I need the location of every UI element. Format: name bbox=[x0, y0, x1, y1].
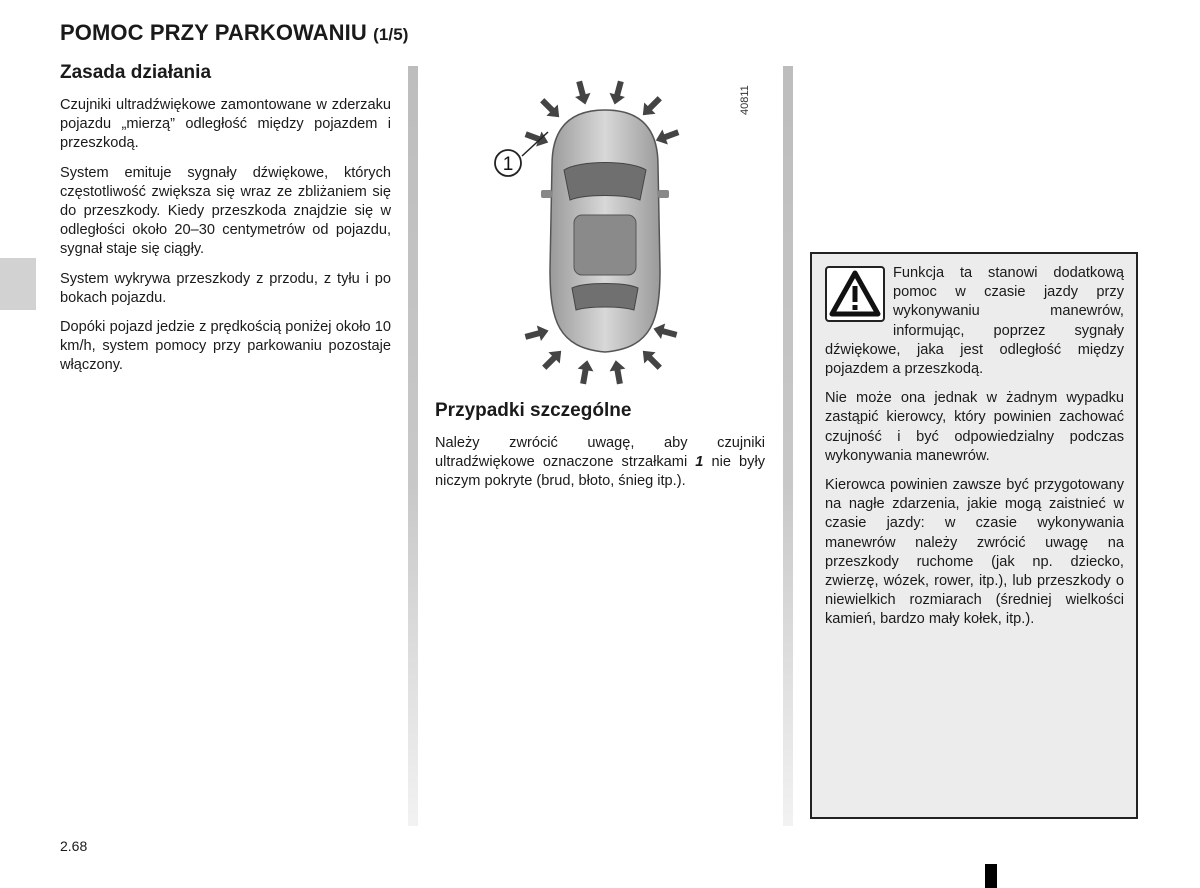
warning-paragraph: Funkcja ta stanowi dodatkową pomoc w czasie jazdy przy wykonywaniu manewrów, informując, poprzez sygnały dźwiękowe, jaka jest odległość między pojazdem a przeszkodą. bbox=[825, 265, 1124, 378]
sensor-arrow-front-right-side bbox=[653, 125, 681, 148]
column-divider-right bbox=[783, 66, 793, 826]
page-title bbox=[60, 20, 409, 46]
warning-paragraph: Kierowca powinien zawsze być przygotowany na nagłe zdarzenia, jakie mogą zaistnieć w czasie jazdy: w czasie wykonywania manewrów należy zwrócić uwagę na przeszkody ruchome (jak np. dziecko, zwierzę, wózek, rower, itp.), lub przeszkody o niewielkich rozmiarach (średniej wielkości kamień, bardzo mały kołek, itp.). bbox=[825, 477, 1124, 628]
page-number: 2.68 bbox=[60, 838, 88, 854]
sensor-arrow-rear-left-side bbox=[523, 323, 550, 345]
sensor-arrow-front-right-outer bbox=[637, 93, 665, 121]
section-heading-zasada: Zasada działania bbox=[60, 62, 212, 83]
sensor-arrow-rear-right-side bbox=[651, 321, 678, 343]
middle-column bbox=[435, 400, 765, 502]
car-sensors-figure bbox=[440, 70, 770, 390]
warning-paragraph: Nie może ona jednak w żadnym wypadku zastąpić kierowcy, który powinien zachować czujność i być odpowiedzialny podczas wykonywania manewrów. bbox=[825, 390, 1124, 464]
paragraph-text: nie były niczym pokryte (brud, błoto, śnieg itp.). bbox=[435, 454, 765, 490]
sensor-arrow-rear-left-inner bbox=[575, 359, 595, 385]
paragraph: System emituje sygnały dźwiękowe, których częstotliwość zwiększa się wraz ze zbliżaniem się do przeszkody. Kiedy przeszkoda znajdzie się w odległości około 20–30 centymetrów od pojazdu, sygnał staje się ciągły. bbox=[60, 164, 391, 258]
chapter-tab bbox=[0, 258, 36, 310]
paragraph: Dopóki pojazd jedzie z prędkością poniżej około 10 km/h, system pomocy przy parkowaniu pozostaje włączony. bbox=[60, 319, 391, 374]
corner-mark bbox=[985, 864, 997, 888]
page-title-text: POMOC PRZY PARKOWANIU bbox=[60, 20, 367, 45]
sensor-arrow-front-left-inner bbox=[571, 79, 593, 106]
paragraph: System wykrywa przeszkody z przodu, z tyłu i po bokach pojazdu. bbox=[60, 270, 391, 306]
paragraph bbox=[435, 434, 765, 492]
warning-triangle-icon bbox=[825, 266, 885, 322]
figure-reference-number: 40811 bbox=[739, 85, 751, 115]
sensor-arrow-front-left-outer bbox=[537, 95, 565, 123]
callout-number: 1 bbox=[502, 154, 514, 175]
paragraph-text: Należy zwrócić uwagę, aby czujniki ultradźwiękowe oznaczone strzałkami bbox=[435, 435, 765, 471]
arrow-reference: 1 bbox=[695, 454, 704, 471]
sensor-arrow-front-left-side bbox=[523, 127, 551, 150]
sensor-arrow-front-right-inner bbox=[607, 79, 629, 106]
page-title-part: (1/5) bbox=[373, 25, 409, 44]
paragraph: Czujniki ultradźwiękowe zamontowane w zderzaku pojazdu „mierzą” odległość między pojazdem i przeszkodą. bbox=[60, 97, 391, 152]
left-column bbox=[60, 62, 391, 386]
warning-box bbox=[810, 252, 1138, 819]
car-top-view-illustration bbox=[440, 70, 770, 390]
sensor-arrow-rear-right-outer bbox=[637, 345, 665, 373]
column-divider-left bbox=[408, 66, 418, 826]
section-heading-przypadki: Przypadki szczególne bbox=[435, 400, 632, 421]
car-silhouette bbox=[541, 110, 669, 352]
sensor-arrow-rear-right-inner bbox=[608, 359, 628, 385]
sensor-arrow-rear-left-outer bbox=[539, 345, 567, 373]
